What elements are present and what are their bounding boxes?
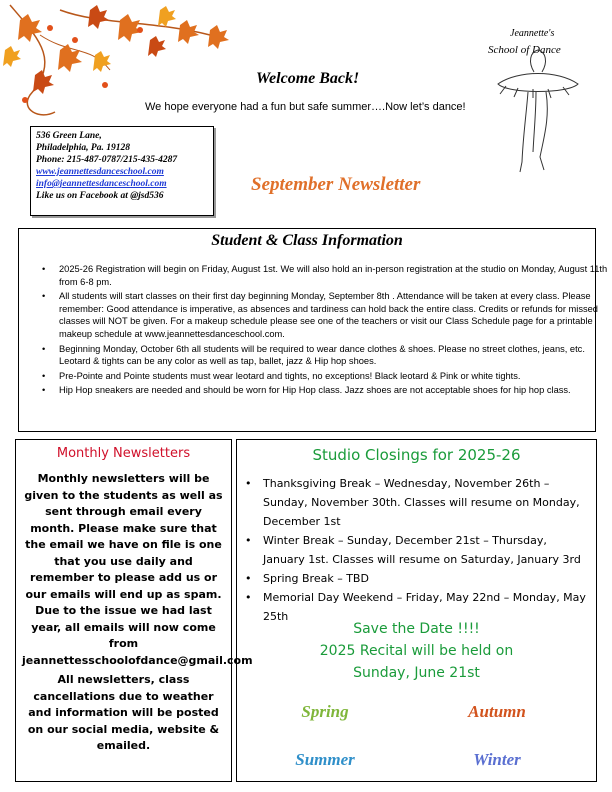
list-item: • Pre-Pointe and Pointe students must wear leotard and tights, no exceptions! Black leotard & Pink or white tights.	[59, 370, 611, 383]
welcome-message: We hope everyone had a fun but safe summer….Now let’s dance!	[145, 101, 466, 113]
save-date-line2: 2025 Recital will be held on	[319, 643, 514, 659]
address-phone: Phone: 215-487-0787/215-435-4287	[36, 155, 178, 165]
studio-closings-box	[236, 439, 597, 782]
ballerina-logo	[478, 22, 596, 182]
info-list	[39, 263, 611, 399]
info-heading: Student & Class Information	[211, 232, 403, 249]
list-item: • All students will start classes on their first day beginning Monday, September 8th . Attendance will be taken at every class. Please remember: Good attendance is imperative, as absences and tardiness can hold back the entire class. Credits or refunds for missed classes will NOT be given. For a makeup schedule please see one of the teachers or visit our Class Schedule page for a printable makeup schedule at www.jeannettesdanceschool.com.	[59, 290, 611, 340]
address-city: Philadelphia, Pa. 19128	[36, 143, 130, 153]
website-link[interactable]: www.jeannettesdanceschool.com	[36, 167, 164, 177]
student-class-info-box	[18, 228, 608, 432]
facebook-text: Like us on Facebook at @jsd536	[36, 191, 164, 201]
save-date-line3: Sunday, June 21st	[353, 665, 480, 681]
logo-text-line2: School of Dance	[488, 44, 561, 56]
summer-banner: Summer	[295, 750, 355, 769]
email-link[interactable]: info@jeannettesdanceschool.com	[36, 179, 167, 189]
list-item: • Memorial Day Weekend – Friday, May 22nd – Monday, May 25th	[263, 588, 589, 626]
welcome-heading: Welcome Back!	[256, 70, 360, 87]
closings-list	[263, 474, 589, 626]
list-item: • Beginning Monday, October 6th all students will be required to wear dance clothes & shoes. Please no street clothes, jeans, etc. Leotard & tights can be any color as well as tap, ballet, jazz & Hip hop shoes.	[59, 343, 611, 368]
winter-banner: Winter	[473, 750, 521, 769]
list-item: • Thanksgiving Break – Wednesday, November 26th – Sunday, November 30th. Classes will resume on Monday, December 1st	[263, 474, 589, 531]
list-item: • Hip Hop sneakers are needed and should be worn for Hip Hop class. Jazz shoes are not acceptable shoes for hip hop class.	[59, 384, 611, 397]
monthly-heading: Monthly Newsletters	[56, 446, 191, 461]
monthly-newsletters-box	[15, 439, 253, 782]
save-the-date	[237, 618, 596, 684]
list-item: • Spring Break – TBD	[263, 569, 589, 588]
monthly-paragraph-1: Monthly newsletters will be given to the students as well as sent through email every month. Please make sure that the email we have on file is one that you use daily and remember to please add us or our emails will end up as spam. Due to the issue we had last year, all emails will now come from jeannettesschoolofdance@gmail.com	[22, 472, 253, 667]
autumn-banner: Autumn	[468, 702, 526, 721]
save-date-line1: Save the Date !!!!	[353, 621, 480, 637]
closings-heading: Studio Closings for 2025-26	[312, 446, 521, 464]
list-item: • Winter Break – Sunday, December 21st – Thursday, January 1st. Classes will resume on Saturday, January 3rd	[263, 531, 589, 569]
contact-info-box	[30, 126, 214, 216]
list-item: • 2025-26 Registration will begin on Friday, August 1st. We will also hold an in-person registration at the studio on Monday, August 11th from 6-8 pm.	[59, 263, 611, 288]
logo-text-line1: Jeannette's	[510, 28, 555, 39]
newsletter-title: September Newsletter	[251, 174, 421, 195]
monthly-paragraph-2: All newsletters, class cancellations due to weather and information will be posted on our social media, website & emailed.	[27, 673, 220, 752]
spring-banner: Spring	[301, 702, 349, 721]
address-street: 536 Green Lane,	[36, 131, 102, 141]
